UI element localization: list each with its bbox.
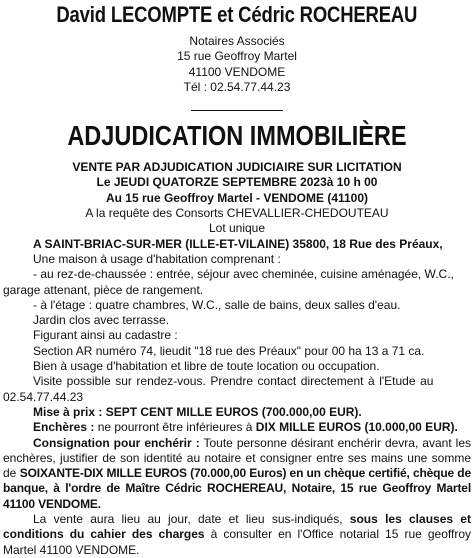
property-upper-floor: - à l'étage : quatre chambres, W.C., salle de bains, deux salles d'eau. xyxy=(33,297,401,312)
property-ground-floor: - au rez-de-chaussée : entrée, séjour avec cheminée, cuisine aménagée, W.C., xyxy=(33,267,454,282)
deposit-requirement: Consignation pour enchérir : Toute personne désirant enchérir devra, avant les enchères, justifier de son identité au notaire et consigner entre ses mains une somme de SOIXANTE-DIX MILLE EUROS (70.000,00 Euros) en un chèque certifié, chèque de banque, à l'ordre de Maître Cédric ROCHEREAU, Notaire, 15 rue Geoffroy Martel 41100 VENDOME. xyxy=(3,435,471,511)
cadastre-intro: Figurant ainsi au cadastre : xyxy=(33,328,178,343)
sale-date: Le JEUDI QUATORZE SEPTEMBRE 2023à 10 h 00 xyxy=(96,175,378,190)
property-address: A SAINT-BRIAC-SUR-MER (ILLE-ET-VILAINE) 35800, 18 Rue des Préaux, xyxy=(33,236,443,251)
cadastre-section: Section AR numéro 74, lieudit "18 rue des Préaux" pour 00 ha 13 a 71 ca. xyxy=(33,343,425,358)
property-garden: Jardin clos avec terrasse. xyxy=(33,313,170,328)
starting-price: Mise à prix : SEPT CENT MILLE EUROS (700.000,00 EUR). xyxy=(33,404,362,419)
firm-role: Notaires Associés xyxy=(189,34,285,48)
firm-name: David LECOMPTE et Cédric ROCHEREAU xyxy=(56,2,418,27)
firm-phone: Tél : 02.54.77.44.23 xyxy=(183,79,291,94)
sale-type: VENTE PAR ADJUDICATION JUDICIAIRE SUR LICITATION xyxy=(72,160,402,175)
closing-conditions: La vente aura lieu au jour, date et lieu sus-indiqués, sous les clauses et conditions du cahier des charges à consulter en l'Office notarial 15 rue geoffroy Martel 41100 VENDOME. xyxy=(3,512,471,557)
visit-phone: 02.54.77.44.23 xyxy=(3,389,84,404)
sale-lot: Lot unique xyxy=(208,221,266,236)
bid-increment: Enchères : ne pourront être inférieures à DIX MILLE EUROS (10.000,00 EUR). xyxy=(33,420,458,435)
divider xyxy=(191,110,283,111)
firm-street: 15 rue Geoffroy Martel xyxy=(177,49,297,64)
sale-place: Au 15 rue Geoffroy Martel - VENDOME (41100) xyxy=(105,190,369,205)
firm-city: 41100 VENDOME xyxy=(188,64,286,79)
occupancy: Bien à usage d'habitation et libre de toute location ou occupation. xyxy=(33,359,380,374)
property-house: Une maison à usage d'habitation comprenant : xyxy=(33,251,281,266)
visit-info: Visite possible sur rendez-vous. Prendre contact directement à l'Etude au xyxy=(33,374,434,389)
sale-requester: A la requête des Consorts CHEVALLIER-CHEDOUTEAU xyxy=(85,206,389,221)
property-ground-floor-cont: garage attenant, pièce de rangement. xyxy=(3,282,204,297)
headline: ADJUDICATION IMMOBILIÈRE xyxy=(67,120,407,152)
